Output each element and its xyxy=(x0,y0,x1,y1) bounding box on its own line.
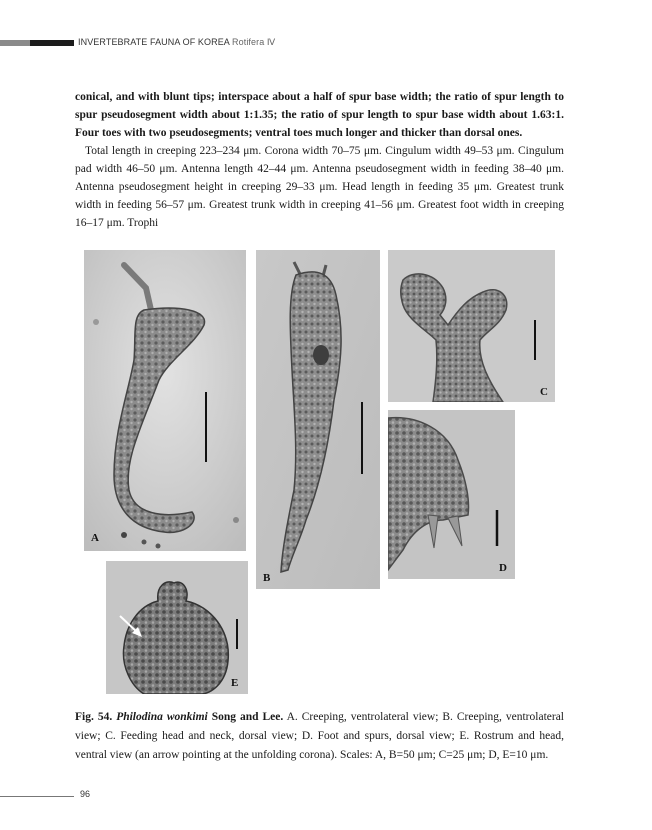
photo-d xyxy=(388,410,515,579)
plate-c xyxy=(388,250,555,402)
header-bar-light xyxy=(0,40,30,46)
panel-label-a: A xyxy=(91,532,99,544)
plate-d xyxy=(388,410,515,579)
body-paragraph-1: conical, and with blunt tips; interspace about a half of spur base width; the ratio of spur length to spur pseudosegment width about 1:1.35; the ratio of spur length to spur base width about 1.63:1. Four toes with two pseudosegments; ventral toes much longer and thicker than dorsal ones. xyxy=(75,91,564,139)
panel-label-e: E xyxy=(231,677,239,689)
body-paragraph-2: Total length in creeping 223–234 μm. Corona width 70–75 μm. Cingulum width 49–53 μm. Cingulum pad width 46–50 μm. Antenna length 42–44 μm. Antenna pseudosegment width in feeding 38–40 μm. Antenna pseudosegment height in creeping 29–33 μm. Head length in feeding 35 μm. Greatest trunk width in feeding 56–57 μm. Greatest trunk width in creeping 41–56 μm. Greatest foot width in creeping 16–17 μm. Trophi xyxy=(75,145,564,229)
header-bar-dark xyxy=(30,40,74,46)
plate-e xyxy=(106,561,248,694)
caption-authors: Song and Lee. xyxy=(211,711,284,723)
running-header xyxy=(78,37,275,48)
caption-species: Philodina wonkimi xyxy=(116,711,208,723)
plate-b xyxy=(256,250,380,589)
footer-rule xyxy=(0,796,74,797)
photo-b xyxy=(256,250,380,589)
photo-a xyxy=(84,250,246,551)
book-title: INVERTEBRATE FAUNA OF KOREA xyxy=(78,37,230,47)
photo-c xyxy=(388,250,555,402)
body-text xyxy=(75,88,564,232)
photo-e xyxy=(106,561,248,694)
panel-label-c: C xyxy=(540,386,548,398)
plate-a xyxy=(84,250,246,551)
book-series: Rotifera Ⅳ xyxy=(232,37,276,47)
caption-figure-number: Fig. 54. xyxy=(75,711,113,723)
caption-text: A. Creeping, ventrolateral view; B. Creeping, ventrolateral view; C. Feeding head and neck, dorsal view; D. Foot and spurs, dorsal view; E. Rostrum and head, ventral view (an arrow pointing at the unfolding corona). Scales: A, B=50 μm; C=25 μm; D, E=10 μm. xyxy=(75,711,564,761)
figure-caption xyxy=(75,708,564,765)
page-number: 96 xyxy=(80,789,91,799)
panel-label-b: B xyxy=(263,572,271,584)
panel-label-d: D xyxy=(499,562,507,574)
